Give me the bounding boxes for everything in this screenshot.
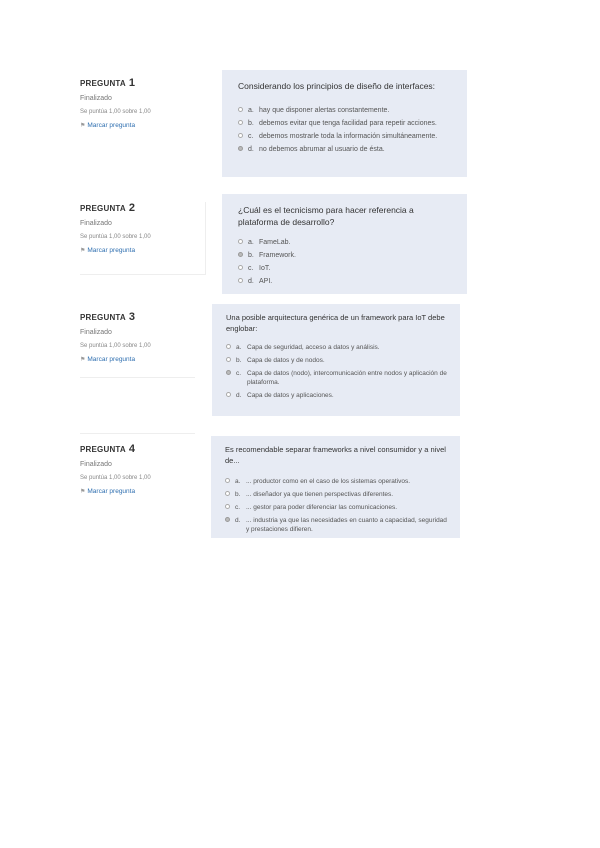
question-state: Finalizado [80,329,112,336]
answer-letter: d. [248,278,254,285]
radio-button-selected[interactable] [238,252,243,257]
flag-question-link[interactable] [80,488,195,495]
answer-text: no debemos abrumar al usuario de ésta. [259,146,385,153]
question-content [211,436,460,538]
radio-button[interactable] [238,133,243,138]
answer-option[interactable] [238,277,455,286]
answer-option[interactable] [226,343,450,352]
flag-icon: ⚑ [80,489,86,495]
radio-button[interactable] [226,392,231,397]
answer-text: Framework. [259,252,296,259]
flag-question-link[interactable] [80,122,200,129]
answer-letter: c. [236,370,242,377]
flag-icon: ⚑ [80,248,86,254]
question-info [80,202,206,275]
flag-icon: ⚑ [80,357,86,363]
answer-list [238,106,455,154]
radio-button-selected[interactable] [225,517,230,522]
radio-button[interactable] [238,265,243,270]
flag-label: Marcar pregunta [87,122,136,129]
answer-letter: b. [236,357,242,364]
answer-letter: b. [248,252,254,259]
flag-label: Marcar pregunta [87,488,136,495]
radio-button[interactable] [225,504,230,509]
question-state: Finalizado [80,461,112,468]
answer-option[interactable] [225,490,450,499]
answer-letter: b. [235,491,241,498]
flag-question-link[interactable] [80,356,195,363]
answer-text: API. [259,278,273,285]
question-grade: Se puntúa 1,00 sobre 1,00 [80,343,151,349]
question-state: Finalizado [80,95,112,102]
question-label: PREGUNTA [80,313,126,322]
answer-option[interactable] [225,477,450,486]
answer-letter: a. [248,239,254,246]
answer-letter: c. [248,133,254,140]
question-grade: Se puntúa 1,00 sobre 1,00 [80,234,151,240]
answer-option[interactable] [225,503,450,512]
question-info [80,311,195,378]
question-content [222,70,467,177]
question-text: ¿Cuál es el tecnicismo para hacer referencia a plataforma de desarrollo? [238,205,414,227]
question-number: 3 [128,311,136,323]
answer-text: ... diseñador ya que tienen perspectivas diferentes. [246,491,394,498]
answer-option[interactable] [226,391,450,400]
radio-button-selected[interactable] [238,146,243,151]
flag-icon: ⚑ [80,123,86,129]
radio-button[interactable] [238,120,243,125]
answer-text: IoT. [259,265,271,272]
question-state: Finalizado [80,220,112,227]
answer-option[interactable] [238,238,455,247]
answer-letter: c. [235,504,241,511]
radio-button[interactable] [226,344,231,349]
radio-button[interactable] [226,357,231,362]
answer-list [225,477,450,534]
radio-button[interactable] [238,239,243,244]
question-info [80,77,200,177]
answer-text: Capa de datos y aplicaciones. [247,392,334,399]
answer-text: debemos mostrarle toda la información simultáneamente. [259,133,438,140]
answer-letter: a. [235,478,241,485]
radio-button[interactable] [225,491,230,496]
answer-option[interactable] [238,251,455,260]
question-number: 2 [128,202,136,214]
answer-text: Capa de seguridad, acceso a datos y análisis. [247,344,380,351]
question-content [222,194,467,294]
answer-text: ... industria ya que las necesidades en cuanto a capacidad, seguridad y prestaciones difieren. [246,517,447,533]
answer-text: hay que disponer alertas constantemente. [259,107,390,114]
question-content [212,304,460,416]
radio-button[interactable] [238,278,243,283]
answer-letter: d. [248,146,254,153]
answer-text: FameLab. [259,239,291,246]
question-number: 1 [128,77,136,89]
question-header [80,202,205,214]
question-info [80,433,195,513]
answer-letter: d. [236,392,242,399]
flag-question-link[interactable] [80,247,205,254]
question-text: Una posible arquitectura genérica de un framework para IoT debe englobar: [226,313,445,333]
question-label: PREGUNTA [80,79,126,88]
answer-text: Capa de datos (nodo), intercomunicación entre nodos y aplicación de plataforma. [247,370,447,386]
answer-text: debemos evitar que tenga facilidad para repetir acciones. [259,120,437,127]
answer-option[interactable] [225,516,450,534]
answer-option[interactable] [238,145,455,154]
answer-option[interactable] [226,356,450,365]
radio-button[interactable] [225,478,230,483]
question-grade: Se puntúa 1,00 sobre 1,00 [80,475,151,481]
question-header [80,443,195,455]
answer-option[interactable] [226,369,450,387]
answer-list [238,238,455,286]
answer-text: ... gestor para poder diferenciar las comunicaciones. [246,504,398,511]
answer-option[interactable] [238,132,455,141]
flag-label: Marcar pregunta [87,247,136,254]
answer-letter: b. [248,120,254,127]
answer-letter: a. [236,344,242,351]
question-header [80,77,200,89]
answer-letter: a. [248,107,254,114]
radio-button-selected[interactable] [226,370,231,375]
radio-button[interactable] [238,107,243,112]
question-text: Considerando los principios de diseño de interfaces: [238,81,436,91]
answer-text: Capa de datos y de nodos. [247,357,325,364]
answer-letter: d. [235,517,241,524]
question-text: Es recomendable separar frameworks a nivel consumidor y a nivel de... [225,445,446,465]
question-label: PREGUNTA [80,445,126,454]
question-number: 4 [128,443,136,455]
flag-label: Marcar pregunta [87,356,136,363]
answer-list [226,343,450,400]
question-header [80,311,195,323]
answer-option[interactable] [238,119,455,128]
question-label: PREGUNTA [80,204,126,213]
answer-text: ... productor como en el caso de los sistemas operativos. [246,478,411,485]
answer-option[interactable] [238,106,455,115]
question-grade: Se puntúa 1,00 sobre 1,00 [80,109,151,115]
answer-letter: c. [248,265,254,272]
answer-option[interactable] [238,264,455,273]
